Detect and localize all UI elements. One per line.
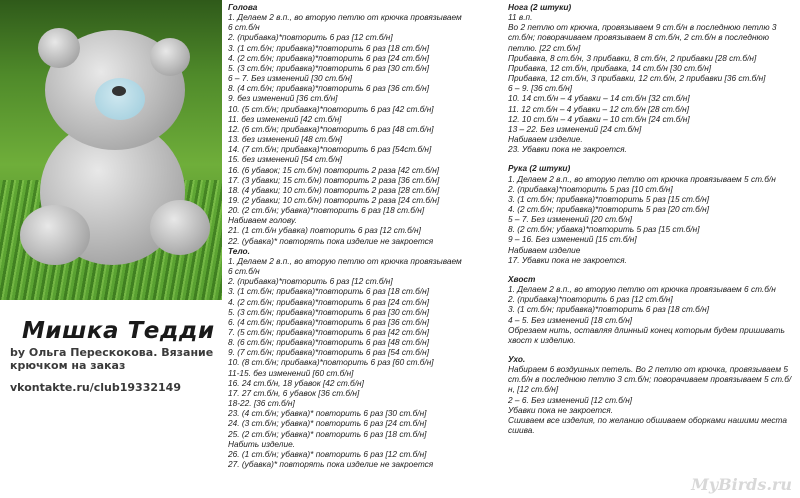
teddy-bear-photo (0, 0, 222, 300)
page-title: Мишка Тедди (22, 318, 215, 344)
instruction-line: Обрезаем нить, оставляя длинный конец которым будем пришивать хвост к изделию. (508, 324, 785, 345)
instruction-line: 11-15. без изменений [60 ст.б/н] (228, 367, 354, 378)
instruction-line: 2 – 6. Без изменений [12 ст.б/н] (508, 394, 633, 405)
ear-lines (508, 364, 793, 435)
instruction-line: 12. (6 ст.б/н; прибавка)*повторить 6 раз [48 ст.б/н] (228, 123, 434, 134)
instruction-line: 21. (1 ст.б/н убавка) повторить 6 раз [12 ст.б/н] (228, 225, 421, 236)
leg-section-title: Нога (2 штуки) (508, 2, 572, 12)
instruction-line: Набиваем изделие. (508, 134, 583, 145)
instruction-line: 18-22. [36 ст.б/н] (228, 398, 295, 409)
instruction-line: Прибавка, 12 ст.б/н, прибавка, 14 ст.б/н [30 ст.б/н] (508, 62, 712, 73)
bear-nose (112, 86, 126, 96)
instruction-line: Убавки пока не закроется. (508, 404, 614, 415)
instruction-line: 11. без изменений [42 ст.б/н] (228, 113, 342, 124)
instruction-line: 19. (2 убавки; 10 ст.б/н) повторить 2 раза [24 ст.б/н] (228, 194, 440, 205)
vk-link[interactable]: vkontakte.ru/club19332149 (10, 381, 181, 394)
ear-section-title: Ухо. (508, 354, 526, 364)
arm-section-title: Рука (2 штуки) (508, 163, 571, 174)
instruction-line: 4 – 5. Без изменений [18 ст.б/н] (508, 314, 633, 325)
instruction-line: 9. без изменений [36 ст.б/н] (228, 93, 338, 104)
watermark: MyBirds.ru (691, 475, 792, 494)
instruction-line: 16. (6 убавок; 15 ст.б/н) повторить 2 раза [42 ст.б/н] (228, 164, 440, 175)
instruction-line: 27. (убавка)* повторять пока изделие не закроется (228, 459, 434, 470)
instruction-line: 6 ст.б/н (228, 266, 260, 277)
instruction-line: Набиваем изделие (508, 244, 581, 255)
instruction-line: 5. (3 ст.б/н; прибавка)*повторить 6 раз [30 ст.б/н] (228, 62, 429, 73)
instruction-line: 5 – 7. Без изменений [20 ст.б/н] (508, 214, 633, 225)
instruction-line: 3. (1 ст.б/н; прибавка)*повторить 6 раз [18 ст.б/н] (228, 42, 429, 53)
bear-leg-left (20, 205, 90, 265)
tail-lines (508, 284, 793, 345)
leg-lines (508, 12, 793, 154)
tail-section-title: Хвост (508, 273, 536, 284)
instruction-line: 9 – 16. Без изменений [15 ст.б/н] (508, 234, 637, 245)
instruction-line: 1. Делаем 2 в.п., во вторую петлю от крючка провязываем (228, 255, 462, 266)
instruction-line: 26. (1 ст.б/н; убавка)* повторить 6 раз [12 ст.б/н] (228, 448, 427, 459)
instruction-line: 10. (8 ст.б/н; прибавка)*повторить 6 раз [60 ст.б/н] (228, 357, 434, 368)
instruction-line: 16. 24 ст.б/н, 18 убавок [42 ст.б/н] (228, 377, 364, 388)
instruction-line: Сшиваем все изделия, по желанию обшиваем оборками нашими места сшива. (508, 414, 787, 436)
instruction-line: 10. 14 ст.б/н – 4 убавки – 14 ст.б/н [32 ст.б/н] (508, 93, 690, 104)
instruction-line: 25. (2 ст.б/н; убавка)* повторить 6 раз [18 ст.б/н] (228, 428, 427, 439)
instruction-line: 9. (7 ст.б/н; прибавка)*повторить 6 раз [54 ст.б/н] (228, 347, 429, 358)
instruction-line: 23. Убавки пока не закроется. (508, 144, 627, 155)
instruction-line: 7. (5 ст.б/н; прибавка)*повторить 6 раз [42 ст.б/н] (228, 327, 429, 337)
instruction-line: 8. (6 ст.б/н; прибавка)*повторить 6 раз [48 ст.б/н] (228, 337, 429, 348)
instruction-line: 4. (2 ст.б/н; прибавка)*повторить 6 раз [24 ст.б/н] (228, 296, 429, 307)
instruction-line: 11. 12 ст.б/н – 4 убавки – 12 ст.б/н [28 ст.б/н] (508, 103, 690, 114)
instruction-line: 2. (прибавка)*повторить 6 раз [12 ст.б/н] (228, 276, 393, 287)
instruction-line: 3. (1 ст.б/н; прибавка)*повторить 5 раз [15 ст.б/н] (508, 193, 709, 204)
instruction-line: Набить изделие. (228, 438, 295, 449)
instruction-line: Прибавка, 8 ст.б/н, 3 прибавки, 8 ст.б/н, 2 прибавки [28 ст.б/н] (508, 52, 757, 63)
instruction-line: 1. Делаем 2 в.п., во вторую петлю от крючка провязываем 6 ст.б/н (508, 284, 776, 295)
instruction-line: 12. 10 ст.б/н – 4 убавки – 10 ст.б/н [24 ст.б/н] (508, 113, 690, 124)
instruction-line: Голова (228, 2, 258, 12)
instruction-line: Набиваем голову. (228, 215, 297, 226)
instruction-line: 8. (2 ст.б/н; убавка)*повторить 5 раз [15 ст.б/н] (508, 224, 700, 235)
head-body-instructions (228, 2, 460, 469)
instruction-line: 10. (5 ст.б/н; прибавка)*повторить 6 раз [42 ст.б/н] (228, 103, 434, 114)
instruction-line: 6. (4 ст.б/н; прибавка)*повторить 6 раз [36 ст.б/н] (228, 316, 429, 327)
limbs-instructions (508, 2, 793, 435)
instruction-line: 17. (3 убавки; 15 ст.б/н) повторить 2 раза [36 ст.б/н] (228, 174, 440, 185)
instruction-line: 4. (2 ст.б/н; прибавка)*повторить 6 раз [24 ст.б/н] (228, 52, 429, 63)
instruction-line: 5. (3 ст.б/н; прибавка)*повторить 6 раз [30 ст.б/н] (228, 306, 429, 317)
instruction-line: 15. без изменений [54 ст.б/н] (228, 154, 343, 165)
instruction-line: 6 – 7. Без изменений [30 ст.б/н] (228, 73, 353, 84)
instruction-line: 3. (1 ст.б/н; прибавка)*повторить 6 раз [18 ст.б/н] (508, 304, 709, 315)
instruction-line: 20. (2 ст.б/н; убавка)*повторить 6 раз [18 ст.б/н] (228, 205, 425, 216)
instruction-line: 2. (прибавка)*повторить 6 раз [12 ст.б/н] (508, 294, 673, 305)
instruction-line: 23. (4 ст.б/н; убавка)* повторить 6 раз [30 ст.б/н] (228, 408, 427, 419)
instruction-line: 18. (4 убавки; 10 ст.б/н) повторить 2 раза [28 ст.б/н] (228, 184, 440, 195)
bear-leg-right (150, 200, 210, 255)
instruction-line: 2. (прибавка)*повторить 6 раз [12 ст.б/н] (228, 32, 393, 43)
bear-snout (95, 78, 145, 120)
instruction-line: Прибавка, 12 ст.б/н, 3 прибавки, 12 ст.б/н, 2 прибавки [36 ст.б/н] (508, 73, 766, 84)
instruction-line: 1. Делаем 2 в.п., во вторую петлю от крючка провязываем (228, 12, 462, 23)
arm-lines (508, 174, 793, 265)
instruction-line: 17. 27 ст.б/н, 6 убавок [36 ст.б/н] (228, 387, 360, 398)
instruction-line: Во 2 петлю от крючка, провязываем 9 ст.б/н в последнюю петлю 3 ст.б/н; поворачиваем провязываем 8 ст.б/н, 2 ст.б/н в последнюю петлю. [22 ст.б/н] (508, 22, 777, 53)
instruction-line: 3. (1 ст.б/н; прибавка)*повторить 6 раз [18 ст.б/н] (228, 286, 429, 297)
instruction-line: 8. (4 ст.б/н; прибавка)*повторить 6 раз [36 ст.б/н] (228, 83, 429, 94)
instruction-line: 1. Делаем 2 в.п., во вторую петлю от крючка провязываем 5 ст.б/н (508, 173, 776, 184)
author-credit: by Ольга Перескокова. Вязание крючком на заказ (10, 346, 214, 372)
instruction-line: 4. (2 ст.б/н; прибавка)*повторить 5 раз [20 ст.б/н] (508, 203, 709, 214)
instruction-line: 22. (убавка)* повторять пока изделие не закроется (228, 235, 434, 246)
bear-ear-right (150, 38, 190, 76)
instruction-line: 2. (прибавка)*повторить 5 раз [10 ст.б/н] (508, 183, 673, 194)
instruction-line: 13 – 22. Без изменений [24 ст.б/н] (508, 123, 642, 134)
instruction-line: 6 – 9. [36 ст.б/н] (508, 83, 573, 94)
instruction-line: 13. без изменений [48 ст.б/н] (228, 134, 343, 145)
instruction-line: 14. (7 ст.б/н; прибавка)*повторить 6 раз [54ст.б/н] (228, 144, 432, 155)
instruction-line: 11 в.п. (508, 12, 533, 23)
instruction-line: Тело. (228, 245, 250, 256)
instruction-line: Набираем 6 воздушных петель. Во 2 петлю от крючка, провязываем 5 ст.б/н в последнюю петлю 3 ст.б/н; поворачиваем провязываем 5 ст.б/н, [12 ст.б/н] (508, 364, 792, 395)
instruction-line: 17. Убавки пока не закроется. (508, 254, 627, 265)
instruction-line: 6 ст.б/н (228, 22, 260, 33)
instruction-line: 24. (3 ст.б/н; убавка)* повторить 6 раз [24 ст.б/н] (228, 418, 427, 429)
bear-ear-left (38, 28, 80, 68)
